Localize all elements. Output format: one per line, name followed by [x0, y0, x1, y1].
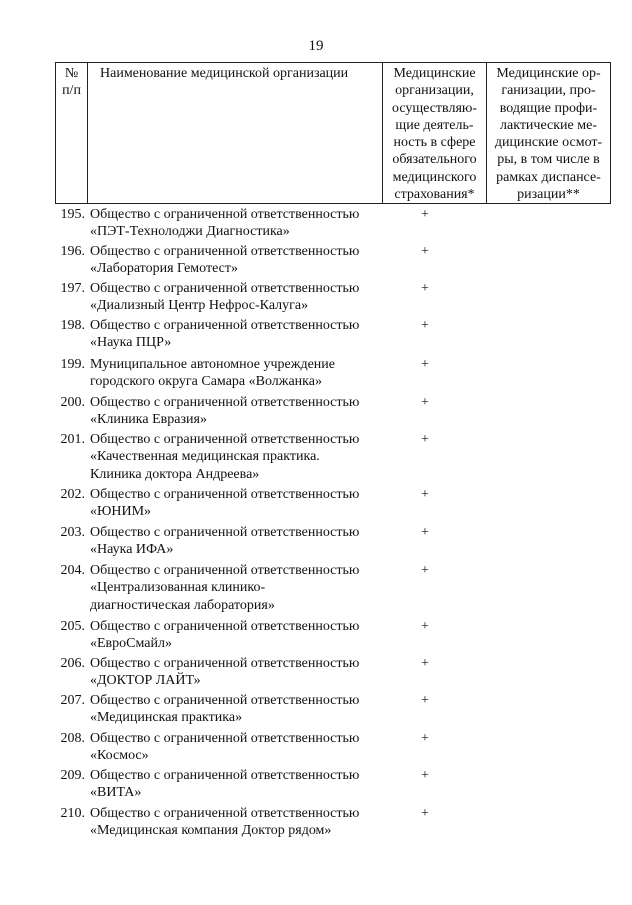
- header-line: организации,: [395, 83, 474, 99]
- organization-name: Общество с ограниченной ответственностью «Космос»: [90, 731, 360, 764]
- organization-name: Муниципальное автономное учреждение городского округа Самара «Волжанка»: [90, 357, 335, 390]
- organization-name: Общество с ограниченной ответственностью «ПЭТ-Технолоджи Диагностика»: [90, 207, 360, 240]
- header-line: ры, в том числе в: [497, 152, 600, 168]
- organization-name: Общество с ограниченной ответственностью «Диализный Центр Нефрос-Калуга»: [90, 281, 360, 314]
- oms-mark: +: [421, 525, 429, 540]
- row-number: 208.: [60, 731, 85, 746]
- header-line: щие деятель-: [395, 117, 474, 133]
- header-line: водящие профи-: [499, 100, 598, 116]
- header-line: ганизации, про-: [501, 83, 596, 99]
- organization-name: Общество с ограниченной ответственностью «ЕвроСмайл»: [90, 619, 360, 652]
- organization-name: Общество с ограниченной ответственностью «Наука ПЦР»: [90, 318, 360, 351]
- row-number: 195.: [60, 207, 85, 222]
- organization-name: Общество с ограниченной ответственностью «Качественная медицинская практика. Клиника доктора Андреева»: [90, 432, 360, 482]
- row-number: 205.: [60, 619, 85, 634]
- organization-name: Общество с ограниченной ответственностью «Медицинская компания Доктор рядом»: [90, 806, 360, 839]
- oms-mark: +: [421, 432, 429, 447]
- row-number: 203.: [60, 525, 85, 540]
- header-preventive-exams: [487, 63, 611, 204]
- organization-name: Общество с ограниченной ответственностью «Лаборатория Гемотест»: [90, 244, 360, 277]
- oms-mark: +: [421, 487, 429, 502]
- header-line: ность в сфере: [393, 135, 476, 151]
- row-number: 204.: [60, 563, 85, 578]
- organization-name: Общество с ограниченной ответственностью «Медицинская практика»: [90, 693, 360, 726]
- header-line: №: [64, 66, 79, 81]
- header-line: ризации**: [517, 187, 580, 203]
- header-line: обязательного: [392, 152, 477, 168]
- oms-mark: +: [421, 207, 429, 222]
- header-line: осуществляю-: [391, 100, 478, 116]
- header-line: Медицинские: [393, 66, 476, 81]
- oms-mark: +: [421, 318, 429, 333]
- header-oms-activity: [383, 63, 487, 204]
- organization-name: Общество с ограниченной ответственностью «Наука ИФА»: [90, 525, 360, 558]
- header-line: п/п: [62, 83, 81, 99]
- header-line: дицинские осмот-: [494, 135, 603, 151]
- row-number: 210.: [60, 806, 85, 821]
- oms-mark: +: [421, 281, 429, 296]
- oms-mark: +: [421, 731, 429, 746]
- oms-mark: +: [421, 656, 429, 671]
- oms-mark: +: [421, 693, 429, 708]
- row-number: 209.: [60, 768, 85, 783]
- header-line: лактические ме-: [500, 117, 597, 133]
- page-number: 19: [308, 38, 324, 54]
- organization-name: Общество с ограниченной ответственностью «ВИТА»: [90, 768, 360, 801]
- header-line: рамках диспансе-: [496, 169, 601, 185]
- row-number: 202.: [60, 487, 85, 502]
- header-organization-name: Наименование медицинской организации: [88, 63, 383, 204]
- header-line: Медицинские ор-: [496, 66, 601, 81]
- row-number: 207.: [60, 693, 85, 708]
- header-line: медицинского: [392, 169, 477, 185]
- oms-mark: +: [421, 768, 429, 783]
- oms-mark: +: [421, 244, 429, 259]
- row-number: 199.: [60, 357, 85, 372]
- oms-mark: +: [421, 395, 429, 410]
- header-line: страхования*: [394, 187, 475, 203]
- row-number: 197.: [60, 281, 85, 296]
- oms-mark: +: [421, 563, 429, 578]
- row-number: 196.: [60, 244, 85, 259]
- oms-mark: +: [421, 806, 429, 821]
- oms-mark: +: [421, 619, 429, 634]
- table-header: [55, 62, 611, 204]
- header-number: [56, 63, 88, 204]
- row-number: 198.: [60, 318, 85, 333]
- row-number: 200.: [60, 395, 85, 410]
- organization-name: Общество с ограниченной ответственностью «Централизованная клинико- диагностическая лаборатория»: [90, 563, 360, 613]
- organization-name: Общество с ограниченной ответственностью «Клиника Евразия»: [90, 395, 360, 428]
- row-number: 201.: [60, 432, 85, 447]
- organization-name: Общество с ограниченной ответственностью «ЮНИМ»: [90, 487, 360, 520]
- row-number: 206.: [60, 656, 85, 671]
- oms-mark: +: [421, 357, 429, 372]
- organization-name: Общество с ограниченной ответственностью «ДОКТОР ЛАЙТ»: [90, 656, 360, 689]
